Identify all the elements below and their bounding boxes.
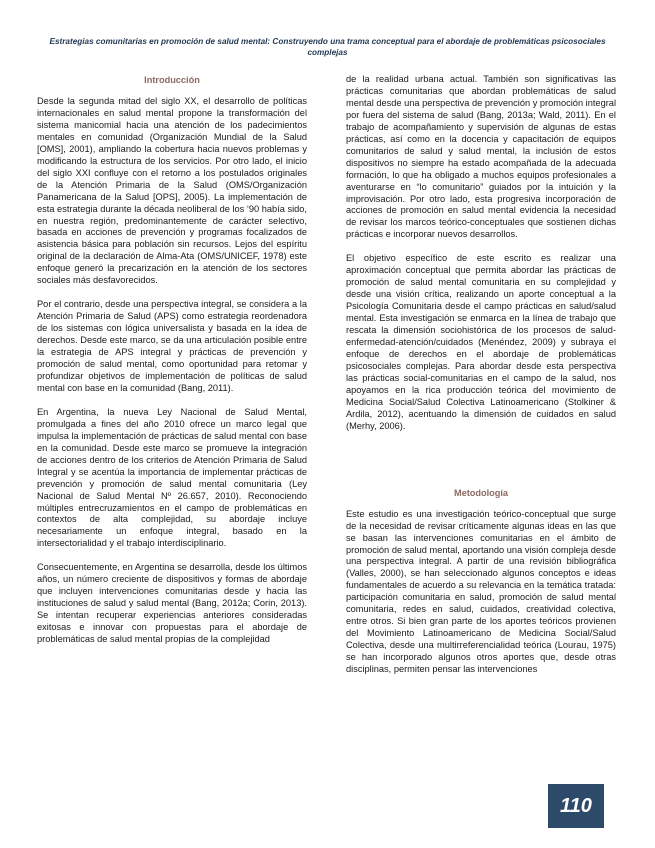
page-number: 110 (548, 784, 604, 828)
intro-paragraph-3: En Argentina, la nueva Ley Nacional de Salud Mental, promulgada a fines del año 2010 ofrece un marco legal que impulsa la implementación de prácticas de salud mental con base en la comunidad. Desde este marco se promueve la integración de acciones dentro de los criterios de Atención Primaria de Salud Integral y se acentúa la importancia de implementar prácticas de prevención y promoción de salud mental comunitaria (Ley Nacional de Salud Mental Nº 26.657, 2010). Reconociendo múltiples entrecruzamientos en el campo de problemáticas en contextos de alta complejidad, su abordaje incluye necesariamente un enfoque integral, basado en la intersectorialidad y el trabajo interdisciplinario. (37, 406, 307, 549)
running-head: Estrategias comunitarias en promoción de salud mental: Construyendo una trama conceptual para el abordaje de problemáticas psicosociales complejas (49, 37, 606, 57)
intro-paragraph-5: de la realidad urbana actual. También son significativas las prácticas comunitarias que abordan problemáticas de salud mental desde una perspectiva de prevención y promoción integral por fuera del sistema de salud (Bang, 2013a; Wald, 2011). En el trabajo de acompañamiento y supervisión de algunas de estas prácticas, así como en la docencia y capacitación de equipos comunitarios de salud y salud mental, la inclusión de estos dispositivos no siempre ha estado acompañada de la adecuada formación, lo que ha obligado a muchos equipos profesionales a aventurarse en “lo comunitario” guiados por la intuición y la improvisación. Por otro lado, esta progresiva incorporación de acciones de promoción en salud mental evidencia la necesidad de revisar los marcos teórico-conceptuales que sostienen dichas prácticas e incorporar nuevos desarrollos. (346, 74, 616, 240)
intro-paragraph-6: El objetivo específico de este escrito es realizar una aproximación conceptual que permita abordar las prácticas de promoción de salud mental comunitaria en su complejidad y desde una visión crítica, realizando un aporte conceptual a la Psicología Comunitaria desde el campo prácticas en salud/salud mental. Esta investigación se enmarca en la línea de trabajo que rescata la dimensión sociohistórica de los procesos de salud-enfermedad-atención/cuidados (Menéndez, 2009) y subraya el enfoque de derechos en el abordaje de problemáticas psicosociales complejas. Para abordar desde esta perspectiva las prácticas social-comunitarias en el campo de la salud, nos apoyamos en la rica producción teórica del movimiento de Medicina Social/Salud Colectiva Latinoamericano (Stolkiner & Ardila, 2012), acentuando la dimensión de cuidados en salud (Merhy, 2006). (346, 253, 616, 431)
methodology-heading: Metodología (453, 487, 509, 498)
intro-paragraph-4: Consecuentemente, en Argentina se desarrolla, desde los últimos años, un número creciente de dispositivos y formas de abordaje que incluyen intervenciones comunitarias desde y hacia las instituciones de salud y salud mental (Bang, 2012a; Corin, 2013). Se intentan recuperar experiencias anteriores consideradas exitosas e innovar con propuestas para el abordaje de problemáticas de salud mental propias de la complejidad (37, 562, 307, 645)
intro-paragraph-1: Desde la segunda mitad del siglo XX, el desarrollo de políticas internacionales en salud mental propone la transformación del sistema manicomial hacia una atención de los padecimientos mentales en comunidad (Organización Mundial de la Salud [OMS], 2001), ampliando la cobertura hacia nuevos problemas y modificando la estructura de los servicios. Por otro lado, el inicio del siglo XXI confluye con el retorno a los postulados originales de la Atención Primaria de la Salud (OMS/Organización Panamericana de la Salud [OPS], 2005). La implementación de esta estrategia durante la década neoliberal de los ‘90 había sido, en nuestra región, predominantemente de carácter selectivo, basada en acciones de prevención y programas focalizados de asistencia básica para población sin recursos. Lejos del espíritu original de la declaración de Alma-Ata (OMS/UNICEF, 1978) este enfoque generó la precarización en la atención de los sectores sociales más desfavorecidos. (37, 96, 307, 286)
right-column (346, 74, 616, 676)
intro-paragraph-2: Por el contrario, desde una perspectiva integral, se considera a la Atención Primaria de Salud (APS) como estrategia reordenadora de los sistemas con lógica universalista y basada en la idea de derechos. Desde este marco, se da una articulación posible entre la estrategia de APS integral y prácticas de prevención y promoción de salud mental, como oportunidad para retomar y profundizar objetivos de implementación de políticas de salud mental con base en la comunidad (Bang, 2011). (37, 299, 307, 393)
left-column (37, 74, 307, 646)
introduction-heading: Introducción (144, 75, 200, 85)
methodology-paragraph: Este estudio es una investigación teórico-conceptual que surge de la necesidad de revisar críticamente algunas ideas en las que se basan las intervenciones comunitarias en el ámbito de promoción de salud mental, aportando una visión compleja desde una perspectiva integral. A partir de una revisión bibliográfica (Valles, 2000), se han seleccionado algunos conceptos e ideas fundamentales de acuerdo a su relevancia en la temática tratada: participación comunitaria en salud, promoción de salud mental comunitaria, redes en salud, cuidados, creatividad colectiva, entre otros. Si bien gran parte de los aportes teóricos provienen del Movimiento Latinoamericano de Medicina Social/Salud Colectiva, desde una multirreferencialidad teórica (Lourau, 1975) se han incorporado algunos otros aportes que, desde otras disciplinas, permiten pensar las intervenciones (346, 508, 616, 675)
